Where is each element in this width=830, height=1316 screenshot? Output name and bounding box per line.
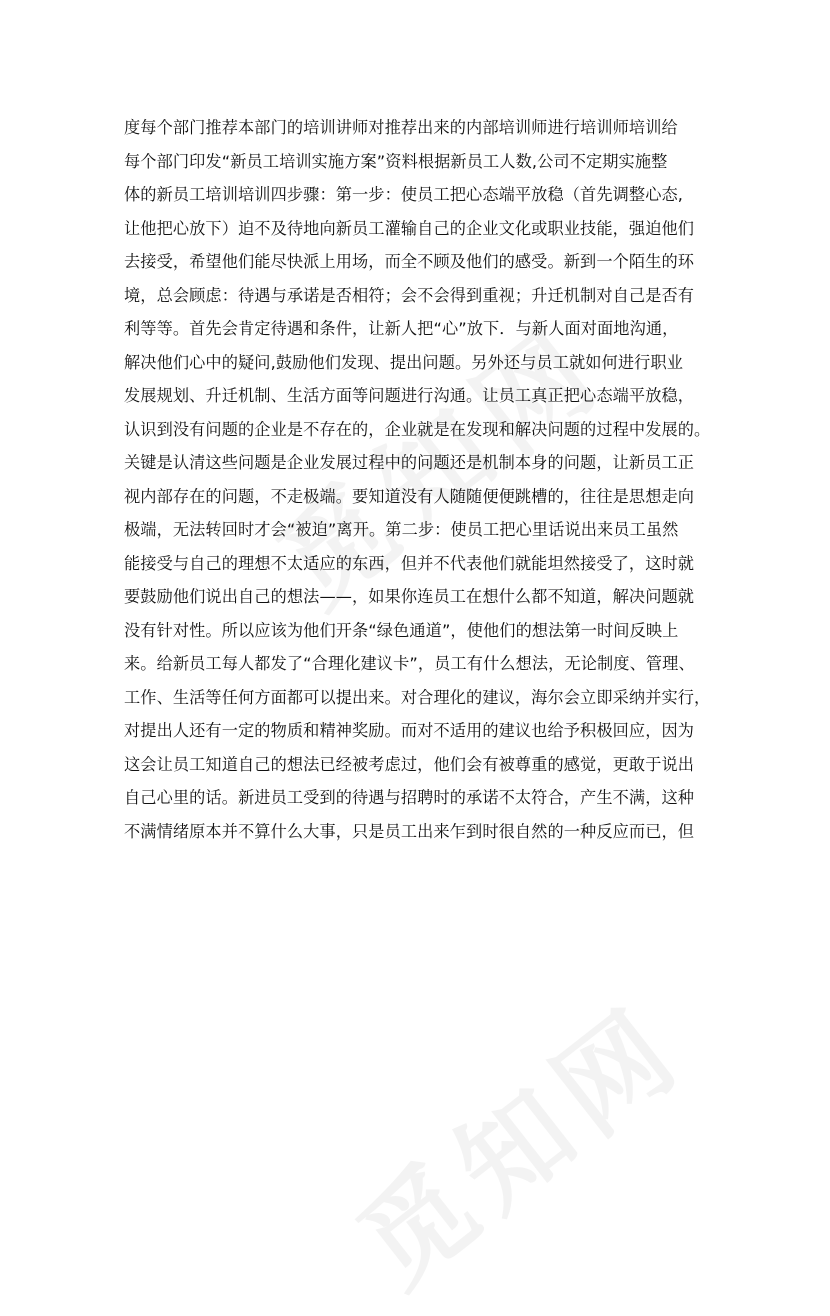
text-line: 要鼓励他们说出自己的想法——，如果你连员工在想什么都不知道，解决问题就 (124, 587, 695, 606)
text-line: 发展规划、升迁机制、生活方面等问题进行沟通。让员工真正把心态端平放稳， (124, 386, 695, 405)
text-line: 自己心里的话。新进员工受到的待遇与招聘时的承诺不太符合，产生不满，这种 (124, 788, 695, 807)
text-line: 认识到没有问题的企业是不存在的，企业就是在发现和解决问题的过程中发展的。 (124, 419, 711, 439)
text-line: 这会让员工知道自己的想法已经被考虑过，他们会有被尊重的感觉，更敢于说出 (124, 754, 695, 774)
text-line: 来。给新员工每人都发了“合理化建议卡”，员工有什么想法，无论制度、管理、 (124, 654, 695, 673)
text-line: 每个部门印发“新员工培训实施方案”资料根据新员工人数,公司不定期实施整 (124, 151, 668, 171)
text-line: 体的新员工培训培训四步骤：第一步：使员工把心态端平放稳（首先调整心态, (124, 185, 684, 204)
text-line: 度每个部门推荐本部门的培训讲师对推荐出来的内部培训师进行培训师培训给 (124, 118, 678, 137)
text-line: 工作、生活等任何方面都可以提出来。对合理化的建议，海尔会立即采纳并实行， (124, 687, 711, 707)
text-line: 去接受，希望他们能尽快派上用场，而全不顾及他们的感受。新到一个陌生的环 (124, 252, 695, 271)
text-line: 境，总会顾虑：待遇与承诺是否相符；会不会得到重视；升迁机制对自己是否有 (124, 285, 695, 305)
text-line: 关键是认清这些问题是企业发展过程中的问题还是机制本身的问题，让新员工正 (124, 453, 695, 472)
text-line: 对提出人还有一定的物质和精神奖励。而对不适用的建议也给予积极回应，因为 (124, 721, 695, 740)
text-line: 极端，无法转回时才会“被迫”离开。第二步：使员工把心里话说出来员工虽然 (124, 520, 679, 539)
body-text (124, 111, 724, 848)
text-line: 利等等。首先会肯定待遇和条件，让新人把“心”放下．与新人面对面地沟通， (124, 319, 679, 338)
text-line: 视内部存在的问题，不走极端。要知道没有人随随便便跳槽的，往往是思想走向 (124, 486, 695, 506)
text-line: 解决他们心中的疑问,鼓励他们发现、提出问题。另外还与员工就如何进行职业 (124, 352, 684, 372)
text-line: 不满情绪原本并不算什么大事，只是员工出来乍到时很自然的一种反应而已，但 (124, 821, 695, 841)
watermark (321, 962, 711, 1316)
text-line: 让他把心放下）迫不及待地向新员工灌输自己的企业文化或职业技能，强迫他们 (124, 218, 695, 238)
text-line: 能接受与自己的理想不太适应的东西，但并不代表他们就能坦然接受了，这时就 (124, 553, 695, 573)
text-line: 没有针对性。所以应该为他们开条“绿色通道”，使他们的想法第一时间反映上 (124, 620, 679, 640)
